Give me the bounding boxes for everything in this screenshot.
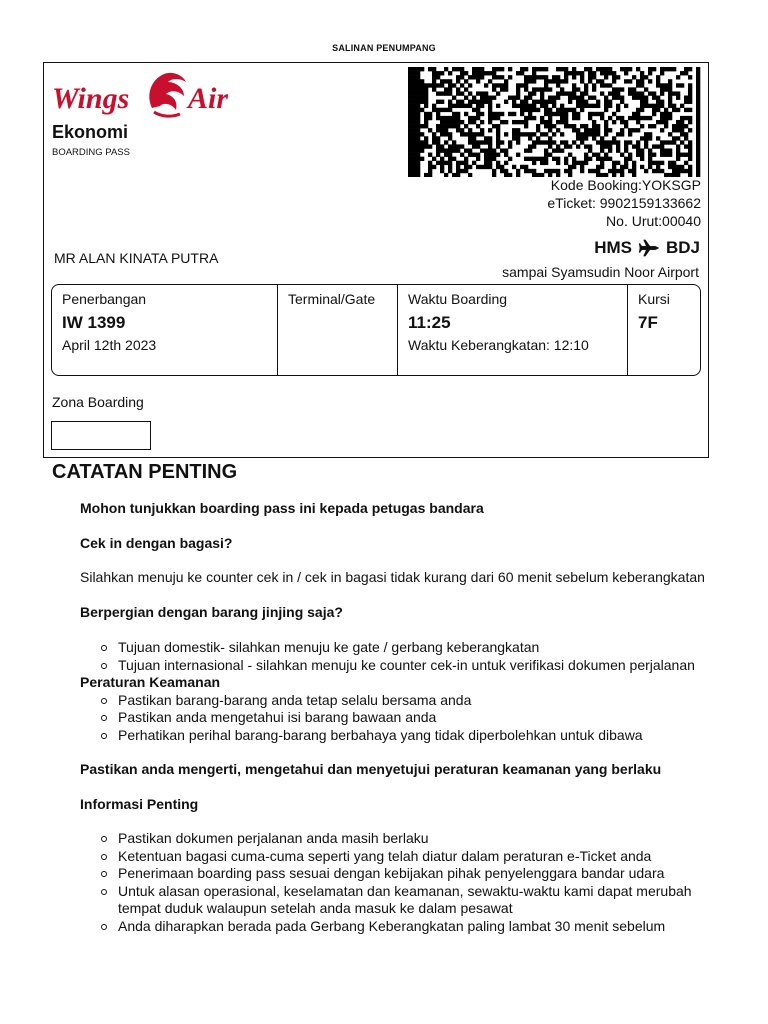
sequence-number: No. Urut:00040 [606,213,701,229]
origin-code: HMS [594,238,632,257]
list-item: Anda diharapkan berada pada Gerbang Keberangkatan paling lambat 30 menit sebelum [118,918,720,936]
list-item: Untuk alasan operasional, keselamatan dan keamanan, sewaktu-waktu kami dapat merubah tempat duduk walaupun setelah anda masuk ke dalam pesawat [118,883,720,918]
terminal-label: Terminal/Gate [288,291,376,307]
logo-wordmark-right: Air [188,82,229,115]
list-item: Tujuan internasional - silahkan menuju ke counter cek-in untuk verifikasi dokumen perjalanan [118,657,720,675]
list-item: Pastikan barang-barang anda tetap selalu bersama anda [118,692,720,710]
destination-code: BDJ [665,238,700,257]
flight-label: Penerbangan [62,291,147,307]
passenger-name: MR ALAN KINATA PUTRA [54,250,219,266]
flight-number: IW 1399 [62,313,126,332]
baggage-question: Cek in dengan bagasi? [80,534,233,551]
lion-emblem-icon [144,68,190,120]
info-title: Informasi Penting [80,795,199,812]
security-title: Peraturan Keamanan [80,674,221,690]
flight-info-box [51,284,701,376]
boarding-label: Waktu Boarding [408,291,508,307]
departure-time: Waktu Keberangkatan: 12:10 [408,337,589,353]
list-item: Pastikan anda mengetahui isi barang bawaan anda [118,709,720,727]
agree-note: Pastikan anda mengerti, mengetahui dan menyetujui peraturan keamanan yang berlaku [80,761,662,777]
logo-wordmark-left: Wings [52,82,130,115]
boarding-zone-box [51,421,151,450]
security-list [80,692,720,745]
show-pass-note: Mohon tunjukkan boarding pass ini kepada petugas bandara [80,500,484,516]
airplane-icon [638,239,660,257]
list-item: Tujuan domestik- silahkan menuju ke gate / gerbang keberangkatan [118,639,720,657]
list-item: Penerimaan boarding pass sesuai dengan kebijakan pihak penyelenggara bandar udara [118,865,720,883]
copy-label: SALINAN PENUMPANG [332,43,436,53]
boarding-time: 11:25 [408,313,451,332]
carry-list [80,639,720,674]
flight-column [52,285,277,375]
destination-airport: sampai Syamsudin Noor Airport [502,264,699,280]
boarding-column [397,285,627,375]
seat-number: 7F [638,313,658,332]
booking-code: Kode Booking:YOKSGP [550,177,701,193]
list-item: Pastikan dokumen perjalanan anda masih berlaku [118,830,720,848]
cabin-class: Ekonomi [52,122,129,142]
seat-column [627,285,700,375]
booking-details [547,176,701,230]
route [594,238,700,258]
notes-title: CATATAN PENTING [52,461,238,483]
baggage-text: Silahkan menuju ke counter cek in / cek in bagasi tidak kurang dari 60 menit sebelum keberangkatan [80,569,705,585]
important-notes [80,500,720,935]
boarding-zone-label: Zona Boarding [52,394,144,410]
flight-date: April 12th 2023 [62,337,157,353]
list-item: Perhatikan perihal barang-barang berbahaya yang tidak diperbolehkan untuk dibawa [118,727,720,745]
barcode [408,67,704,177]
list-item: Ketentuan bagasi cuma-cuma seperti yang telah diatur dalam peraturan e-Ticket anda [118,848,720,866]
carry-question: Berpergian dengan barang jinjing saja? [80,603,343,620]
document-type: BOARDING PASS [52,147,130,158]
airline-logo [52,68,242,120]
info-list [80,830,720,935]
eticket-number: eTicket: 9902159133662 [547,195,701,211]
terminal-column [277,285,397,375]
seat-label: Kursi [638,291,670,307]
